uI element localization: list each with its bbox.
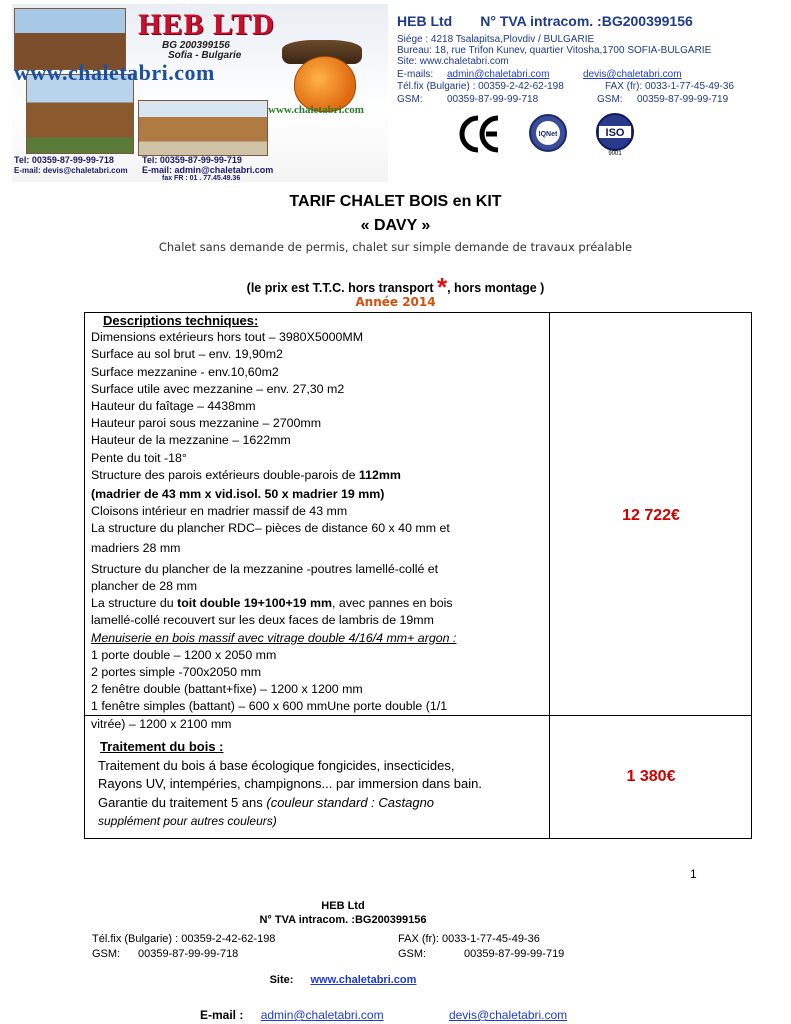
company-logo: HEB LTD [138, 8, 275, 41]
table-row-treatment [98, 738, 546, 831]
fax-number: FAX (fr): 0033-1-77-45-49-36 [605, 81, 734, 92]
roof-spec: toit double 19+100+19 mm [177, 596, 333, 611]
email-label: E-mail : [200, 1008, 244, 1022]
banner-tel: Tel: 00359-87-99-99-718 [14, 155, 114, 165]
guarantee-text: Garantie du traitement 5 ans [98, 794, 267, 810]
spec-line-walls [91, 467, 543, 484]
gsm-number: 00359-87-99-99-718 [138, 948, 239, 960]
iso-mark-icon [595, 112, 635, 156]
banner-email: E-mail: devis@chaletabri.com [14, 166, 128, 175]
price-note-end: , hors montage ) [447, 281, 545, 295]
spec-line: madriers 28 mm [91, 540, 181, 555]
gsm-label: GSM: [92, 948, 121, 960]
guarantee-line [98, 794, 546, 813]
site-label: Site: [269, 974, 294, 986]
spec-line: Dimensions extérieurs hors tout – 3980X5000MM [91, 330, 364, 345]
door-line: 1 fenêtre simples (battant) – 600 x 600 mmUne porte double (1/1 [91, 699, 448, 714]
spec-line: Hauteur du faîtage – 4438mm [91, 399, 256, 414]
page-number: 1 [690, 867, 697, 881]
door-line: 2 portes simple -700x2050 mm [91, 665, 262, 680]
spec-line: Surface mezzanine - env.10,60m2 [91, 364, 279, 379]
header-title [397, 13, 693, 29]
gsm-number: 00359-87-99-99-719 [637, 94, 729, 105]
section-heading: Traitement du bois : [100, 739, 224, 754]
walls-composition: (madrier de 43 mm x vid.isol. 50 x madrier 19 mm) [91, 487, 385, 502]
header-company: HEB Ltd [397, 13, 453, 29]
footer-gsm [92, 948, 565, 960]
treatment-line: Rayons UV, intempéries, champignons... par immersion dans bain. [98, 776, 482, 791]
spec-line-roof [91, 595, 543, 612]
table-divider [549, 312, 550, 839]
roof-text: , avec pannes en bois [332, 596, 453, 611]
gsm-label: GSM: [597, 94, 623, 105]
spec-line: plancher de 28 mm [91, 579, 198, 594]
gsm-label: GSM: [398, 948, 427, 960]
header-site: Site: www.chaletabri.com [397, 56, 509, 67]
price-kit: 12 722€ [622, 507, 680, 524]
tel-fix: Tél.fix (Bulgarie) : 00359-2-42-62-198 [397, 81, 564, 92]
section-heading: Descriptions techniques: [103, 313, 259, 328]
spec-line: Hauteur de la mezzanine – 1622mm [91, 433, 291, 448]
header-phones [397, 81, 734, 92]
chalet-photo [138, 100, 268, 156]
model-name: « DAVY » [360, 217, 431, 234]
footer-company: HEB Ltd [321, 900, 365, 912]
emails-label: E-mails: [397, 69, 434, 80]
site-link[interactable]: www.chaletabri.com [310, 974, 417, 986]
email-admin-link[interactable]: admin@chaletabri.com [260, 1008, 384, 1022]
header-vat: N° TVA intracom. :BG200399156 [480, 13, 693, 29]
ce-mark-icon [458, 112, 502, 156]
spec-line: Surface au sol brut – env. 19,90m2 [91, 347, 283, 362]
gsm-number: 00359-87-99-99-718 [447, 94, 539, 105]
footer-site [0, 974, 686, 986]
asterisk-mark: * [436, 272, 448, 302]
footer-phones [92, 933, 540, 945]
gsm-number: 00359-87-99-99-719 [464, 948, 565, 960]
price-treatment: 1 380€ [626, 768, 676, 785]
iso-text: ISO [605, 127, 625, 139]
door-line: 2 fenêtre double (battant+fixe) – 1200 x 1200 mm [91, 682, 363, 697]
door-line: vitrée) – 1200 x 2100 mm [91, 716, 232, 731]
footer-email [200, 1008, 567, 1022]
walls-text: Structure des parois extérieurs double-parois de [91, 467, 359, 482]
email-devis-link[interactable]: devis@chaletabri.com [448, 1008, 568, 1022]
header-gsm [397, 94, 729, 105]
footer-fax: FAX (fr): 0033-1-77-45-49-36 [398, 933, 540, 945]
iqnet-mark-icon [528, 113, 568, 153]
chalet-photo [26, 74, 134, 154]
gsm-label: GSM: [397, 94, 423, 105]
spec-line: Pente du toit -18° [91, 450, 187, 465]
site-logo: www.chaletabri.com [14, 60, 215, 85]
spec-line: Surface utile avec mezzanine – env. 27,30 m2 [91, 381, 345, 396]
banner-tel: Tel: 00359-87-99-99-719 [142, 155, 242, 165]
colour-note: (couleur standard : Castagno [266, 794, 435, 810]
spec-line: La structure du plancher RDC– pièces de distance 60 x 40 mm et [91, 521, 450, 536]
email-admin-link[interactable]: admin@chaletabri.com [447, 69, 550, 80]
joinery-heading: Menuiserie en bois massif avec vitrage double 4/16/4 mm+ argon : [91, 630, 457, 645]
roof-text: La structure du [91, 596, 178, 611]
document-year: Année 2014 [355, 295, 436, 309]
footer-tel-fix: Tél.fix (Bulgarie) : 00359-2-42-62-198 [92, 933, 276, 945]
email-devis-link[interactable]: devis@chaletabri.com [583, 69, 682, 80]
iso-number: 9001 [608, 151, 622, 156]
site-logo-small: www.chaletabri.com [268, 104, 364, 116]
header-emails [397, 69, 682, 80]
colour-note-extra: supplément pour autres couleurs) [98, 814, 277, 828]
letterhead-banner [12, 4, 388, 182]
banner-vat: BG 200399156 [162, 40, 230, 51]
footer-vat: N° TVA intracom. :BG200399156 [259, 914, 427, 926]
document-subtitle: Chalet sans demande de permis, chalet sur simple demande de travaux préalable [158, 240, 633, 254]
table-row-description [91, 312, 543, 733]
spec-line: Hauteur paroi sous mezzanine – 2700mm [91, 416, 322, 431]
treatment-line: Traitement du bois á base écologique fongicides, insecticides, [98, 757, 455, 773]
spec-line: Cloisons intérieur en madrier massif de 43 mm [91, 504, 348, 519]
spec-line: lamellé-collé recouvert sur les deux faces de lambris de 19mm [91, 613, 434, 628]
banner-email: E-mail: admin@chaletabri.com [142, 165, 274, 175]
spec-line: Structure du plancher de la mezzanine -poutres lamellé-collé et [91, 561, 439, 576]
header-bureau: Bureau: 18, rue Trifon Kunev, quartier Vitosha,1700 SOFIA-BULGARIE [397, 45, 712, 56]
document-title: TARIF CHALET BOIS en KIT [289, 193, 502, 210]
header-siege: Siége : 4218 Tsalapitsa,Plovdiv / BULGARIE [397, 34, 595, 45]
price-note-start: (le prix est T.T.C. hors transport [246, 281, 437, 295]
walls-thickness: 112mm [358, 467, 401, 482]
banner-city: Sofia - Bulgarie [168, 50, 242, 61]
door-line: 1 porte double – 1200 x 2050 mm [91, 647, 277, 662]
iqnet-text: IQNet [538, 131, 558, 138]
banner-fax: fax FR : 01 . 77.45.49.36 [162, 175, 241, 182]
